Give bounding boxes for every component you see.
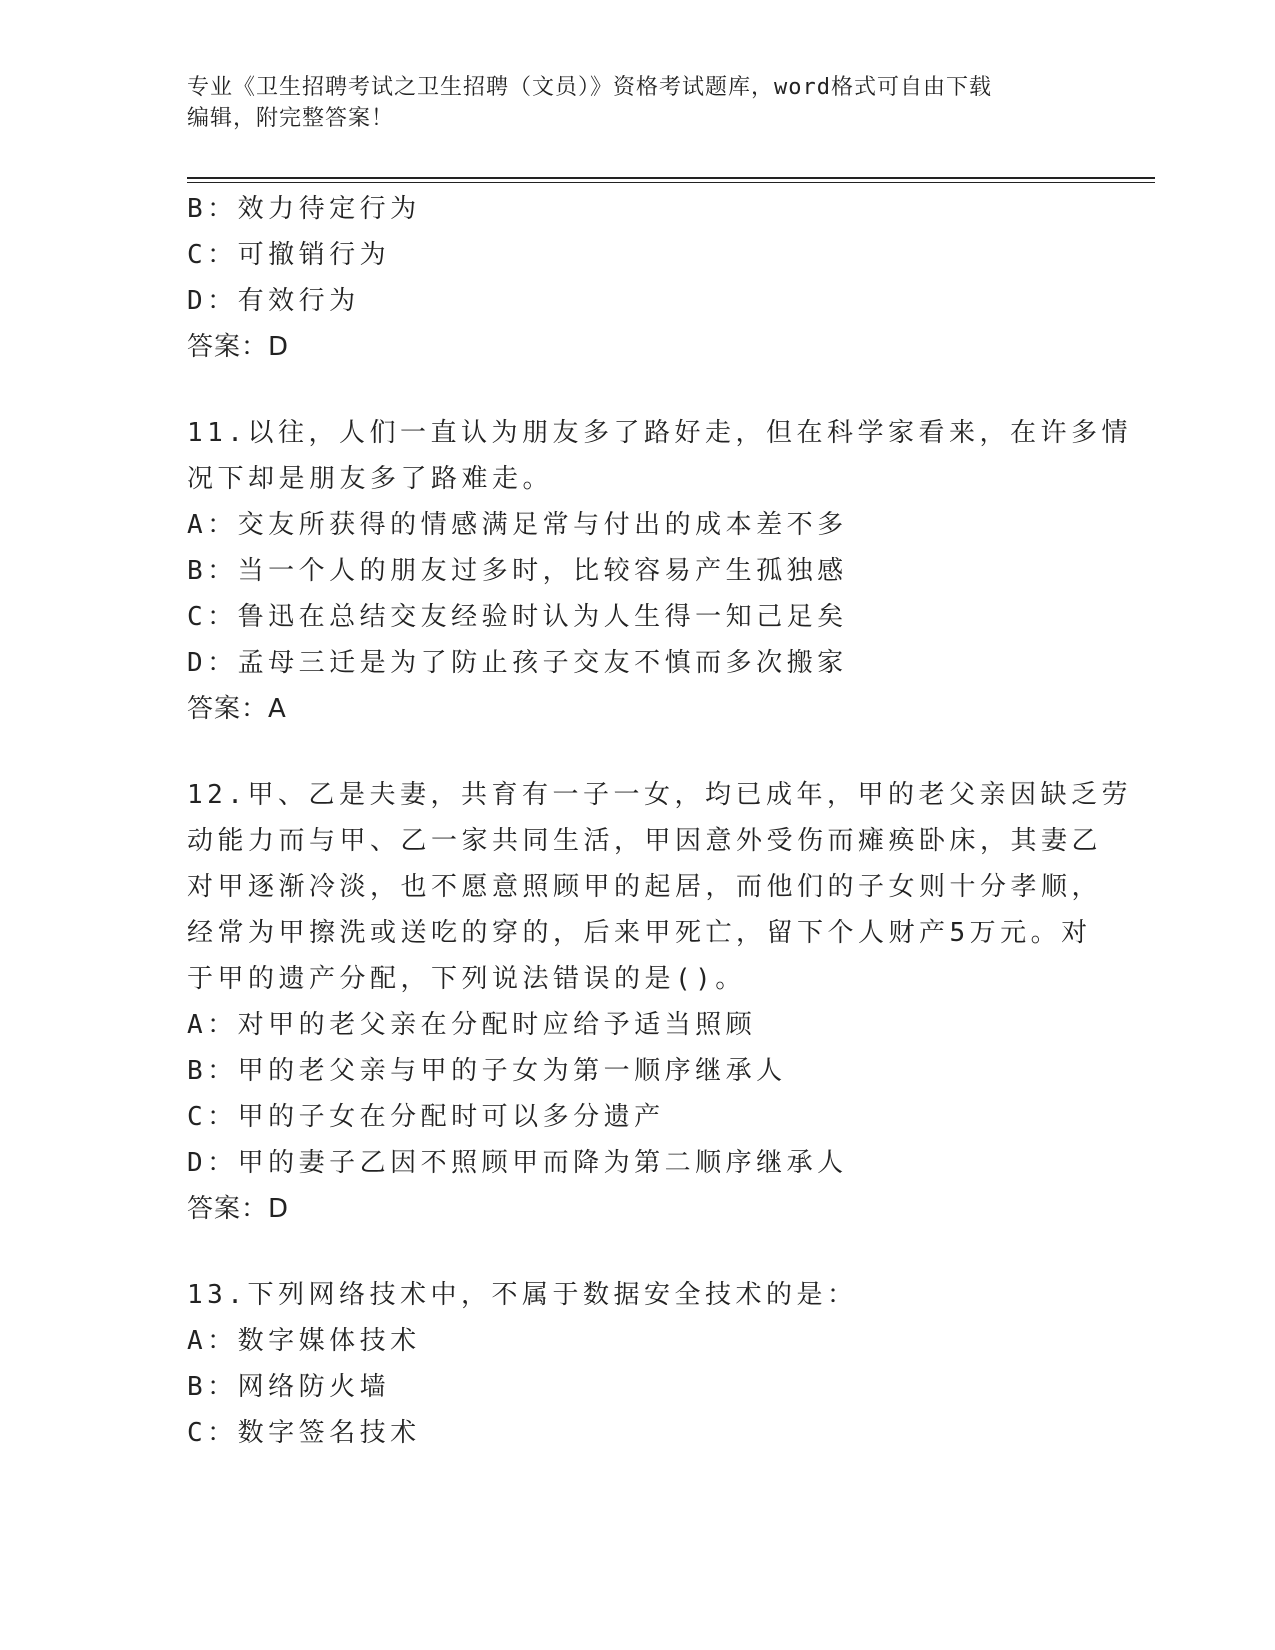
answer-line: 答案：A (187, 694, 287, 724)
option-d: D：有效行为 (187, 286, 360, 316)
question-text-line: 12.甲、乙是夫妻，共育有一子一女，均已成年，甲的老父亲因缺乏劳 (187, 780, 1132, 810)
question-12 (187, 772, 1132, 1232)
question-10-tail (187, 186, 1127, 370)
question-spacer (187, 732, 1127, 772)
option-d: D：孟母三迁是为了防止孩子交友不慎而多次搬家 (187, 648, 848, 678)
question-text-line: 经常为甲擦洗或送吃的穿的，后来甲死亡，留下个人财产5万元。对 (187, 918, 1092, 948)
question-spacer (187, 370, 1127, 410)
question-text-line: 于甲的遗产分配，下列说法错误的是()。 (187, 964, 746, 994)
option-a: A：对甲的老父亲在分配时应给予适当照顾 (187, 1010, 757, 1040)
option-d: D：甲的妻子乙因不照顾甲而降为第二顺序继承人 (187, 1148, 848, 1178)
answer-line: 答案：D (187, 332, 290, 362)
option-b: B：网络防火墙 (187, 1372, 391, 1402)
answer-line: 答案：D (187, 1194, 290, 1224)
question-text-line: 对甲逐渐冷淡，也不愿意照顾甲的起居，而他们的子女则十分孝顺， (187, 872, 1103, 902)
option-b: B：甲的老父亲与甲的子女为第一顺序继承人 (187, 1056, 787, 1086)
question-content (187, 186, 1132, 1456)
header-rule-thin (187, 182, 1155, 183)
option-c: C：甲的子女在分配时可以多分遗产 (187, 1102, 665, 1132)
question-text-line: 13.下列网络技术中，不属于数据安全技术的是： (187, 1280, 858, 1310)
question-spacer (187, 1232, 1127, 1272)
option-b: B：效力待定行为 (187, 194, 421, 224)
header-title-line2: 编辑，附完整答案！ (187, 106, 395, 131)
option-a: A：数字媒体技术 (187, 1326, 421, 1356)
question-11 (187, 410, 1132, 732)
question-13 (187, 1272, 1127, 1456)
header-title-line1: 专业《卫生招聘考试之卫生招聘（文员）》资格考试题库，word格式可自由下载 (187, 75, 992, 100)
question-text-line: 11.以往，人们一直认为朋友多了路好走，但在科学家看来，在许多情 (187, 418, 1132, 448)
option-c: C：鲁迅在总结交友经验时认为人生得一知己足矣 (187, 602, 848, 632)
document-header (187, 72, 1087, 134)
header-rule-thick (187, 177, 1155, 179)
question-text-line: 动能力而与甲、乙一家共同生活，甲因意外受伤而瘫痪卧床，其妻乙 (187, 826, 1103, 856)
option-b: B：当一个人的朋友过多时，比较容易产生孤独感 (187, 556, 848, 586)
option-a: A：交友所获得的情感满足常与付出的成本差不多 (187, 510, 848, 540)
option-c: C：数字签名技术 (187, 1418, 421, 1448)
question-text-line: 况下却是朋友多了路难走。 (187, 464, 554, 494)
option-c: C：可撤销行为 (187, 240, 391, 270)
